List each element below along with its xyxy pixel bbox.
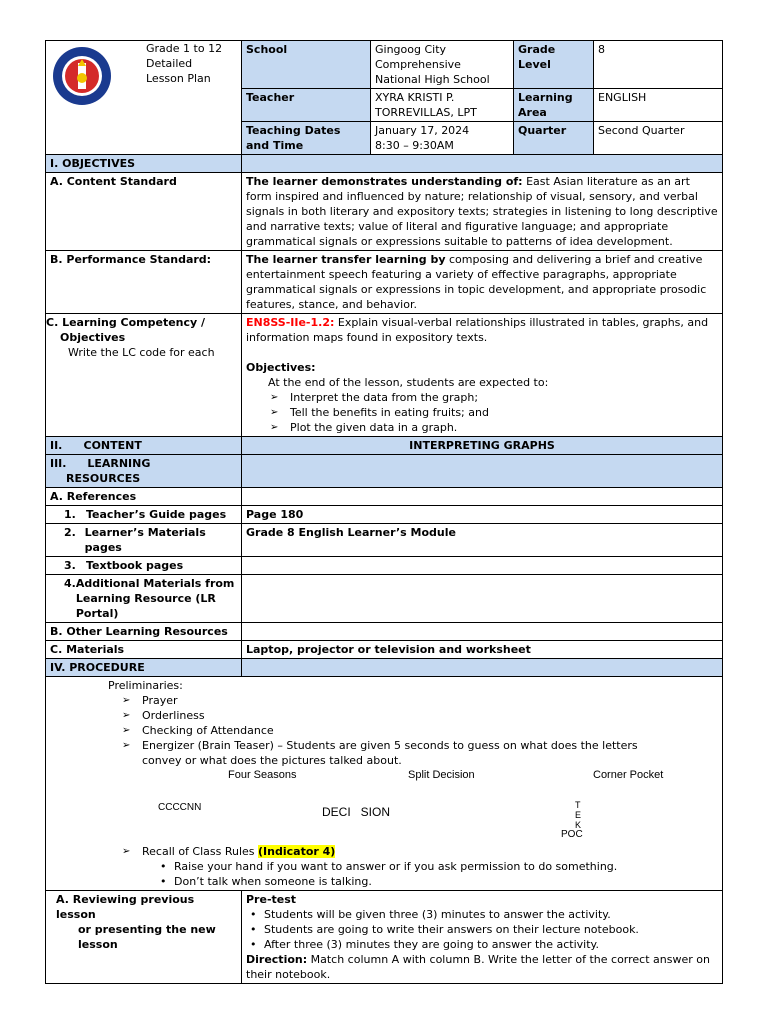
pretest-list (246, 907, 718, 952)
materials-label: C. Materials (46, 641, 242, 659)
objectives-heading-fill (242, 155, 723, 173)
quarter-label: Quarter (514, 122, 594, 155)
list-item: • After three (3) minutes they are going to answer the activity. (246, 937, 718, 952)
recall-list (108, 844, 718, 859)
list-item: • Students will be given three (3) minutes to answer the activity. (246, 907, 718, 922)
pretest-heading: Pre-test (246, 893, 297, 906)
list-item: ➢ Checking of Attendance (120, 723, 718, 738)
objectives-subheading: Objectives: (246, 361, 316, 374)
grade-label: Grade Level (514, 41, 594, 89)
review-content (242, 891, 723, 984)
list-item: ➢ Tell the benefits in eating fruits; and (268, 405, 718, 420)
content-standard-text: The learner demonstrates understanding of: East Asian literature as an art form inspired and influenced by nature; relationship of visual, sensory, and verbal signals in both literary and expository texts; strategies in listening to long descriptive and narrative texts; value of literal and figurative language; and appropriate grammatical signals or expressions suitable to patterns of idea development. (242, 173, 723, 251)
direction-text: Direction: Match column A with column B. Write the letter of the correct answer on their notebook. (246, 953, 710, 981)
lesson-plan-table (45, 40, 723, 984)
resource-row-value (242, 557, 723, 575)
other-resources-label: B. Other Learning Resources (46, 623, 242, 641)
school-label: School (242, 41, 371, 89)
list-item: ➢ Interpret the data from the graph; (268, 390, 718, 405)
area-value: ENGLISH (594, 89, 723, 122)
materials-value: Laptop, projector or television and worksheet (242, 641, 723, 659)
indicator-highlight: (Indicator 4) (258, 845, 336, 858)
energizer-list (108, 738, 718, 768)
other-resources-value (242, 623, 723, 641)
preliminaries-cell (46, 677, 723, 891)
resource-row-label: 2. Learner’s Materials pages (46, 524, 242, 557)
list-item: • Students are going to write their answers on their lecture notebook. (246, 922, 718, 937)
quarter-value: Second Quarter (594, 122, 723, 155)
school-value: Gingoog City Comprehensive National High School (371, 41, 514, 89)
resources-heading: III. LEARNING RESOURCES (46, 455, 242, 488)
resource-row-value: Grade 8 English Learner’s Module (242, 524, 723, 557)
content-heading: II. CONTENT (46, 437, 242, 455)
resource-row-value: Page 180 (242, 506, 723, 524)
list-item: ➢ Prayer (120, 693, 718, 708)
resources-heading-fill (242, 455, 723, 488)
lesson-plan-page (45, 40, 722, 984)
procedure-heading: IV. PROCEDURE (46, 659, 242, 677)
competency-label: C. Learning Competency / Objectives Write the LC code for each (46, 314, 242, 437)
puzzle-split-decision: DECI SION (322, 805, 391, 819)
brain-teaser-puzzles (108, 768, 718, 844)
grade-value: 8 (594, 41, 723, 89)
area-label: Learning Area (514, 89, 594, 122)
class-rules-list (108, 859, 718, 889)
resource-row-label: 1. Teacher’s Guide pages (46, 506, 242, 524)
dates-label: Teaching Dates and Time (242, 122, 371, 155)
references-label: A. References (46, 488, 242, 506)
performance-standard-text: The learner transfer learning by composing and delivering a brief and creative entertainment speech featuring a variety of effective paragraphs, appropriate grammatical signals or expressions in topic development, and appropriate prosodic features, stance, and behavior. (242, 251, 723, 314)
puzzle-title: Corner Pocket (593, 769, 664, 781)
preliminaries-label: Preliminaries: (108, 679, 183, 692)
preliminaries-list (108, 693, 718, 738)
teacher-value: XYRA KRISTI P. TORREVILLAS, LPT (371, 89, 514, 122)
resource-row-label: 4. Additional Materials from Learning Resource (LR Portal) (46, 575, 242, 623)
lesson-plan-title: Grade 1 to 12 Detailed Lesson Plan (146, 42, 223, 85)
recall-item: ➢ Recall of Class Rules (Indicator 4) (120, 844, 718, 859)
resource-row-label: 3. Textbook pages (46, 557, 242, 575)
references-value (242, 488, 723, 506)
competency-text: EN8SS-IIe-1.2: Explain visual-verbal relationships illustrated in tables, graphs, and information maps found in expository texts. Objectives: At the end of the lesson, students are expected to: ➢ Interpret the data from the graph; ➢ Tell the benefits in eating fruits; and ➢ Plot the given data in a graph. (242, 314, 723, 437)
objectives-list (246, 390, 718, 435)
content-value: INTERPRETING GRAPHS (242, 437, 723, 455)
header-logo-cell (46, 41, 242, 155)
review-label: A. Reviewing previous lesson or presenting the new lesson (46, 891, 242, 984)
dates-value: January 17, 2024 8:30 – 9:30AM (371, 122, 514, 155)
teacher-label: Teacher (242, 89, 371, 122)
performance-standard-label: B. Performance Standard: (46, 251, 242, 314)
puzzle-corner-pocket: T E K POC (561, 800, 583, 840)
list-item: ➢ Plot the given data in a graph. (268, 420, 718, 435)
list-item: • Don’t talk when someone is talking. (156, 874, 718, 889)
puzzle-title: Four Seasons (228, 769, 297, 781)
content-standard-label: A. Content Standard (46, 173, 242, 251)
list-item: • Raise your hand if you want to answer or if you ask permission to do something. (156, 859, 718, 874)
deped-seal-icon (52, 46, 112, 106)
objectives-heading: I. OBJECTIVES (46, 155, 242, 173)
puzzle-title: Split Decision (408, 769, 475, 781)
puzzle-four-seasons: CCCCNN (158, 802, 202, 813)
list-item: ➢ Orderliness (120, 708, 718, 723)
energizer-item: ➢ Energizer (Brain Teaser) – Students are given 5 seconds to guess on what does the letters convey or what does the pictures talked about. (120, 738, 718, 768)
lc-code: EN8SS-IIe-1.2: (246, 316, 335, 329)
resource-row-value (242, 575, 723, 623)
procedure-heading-fill (242, 659, 723, 677)
